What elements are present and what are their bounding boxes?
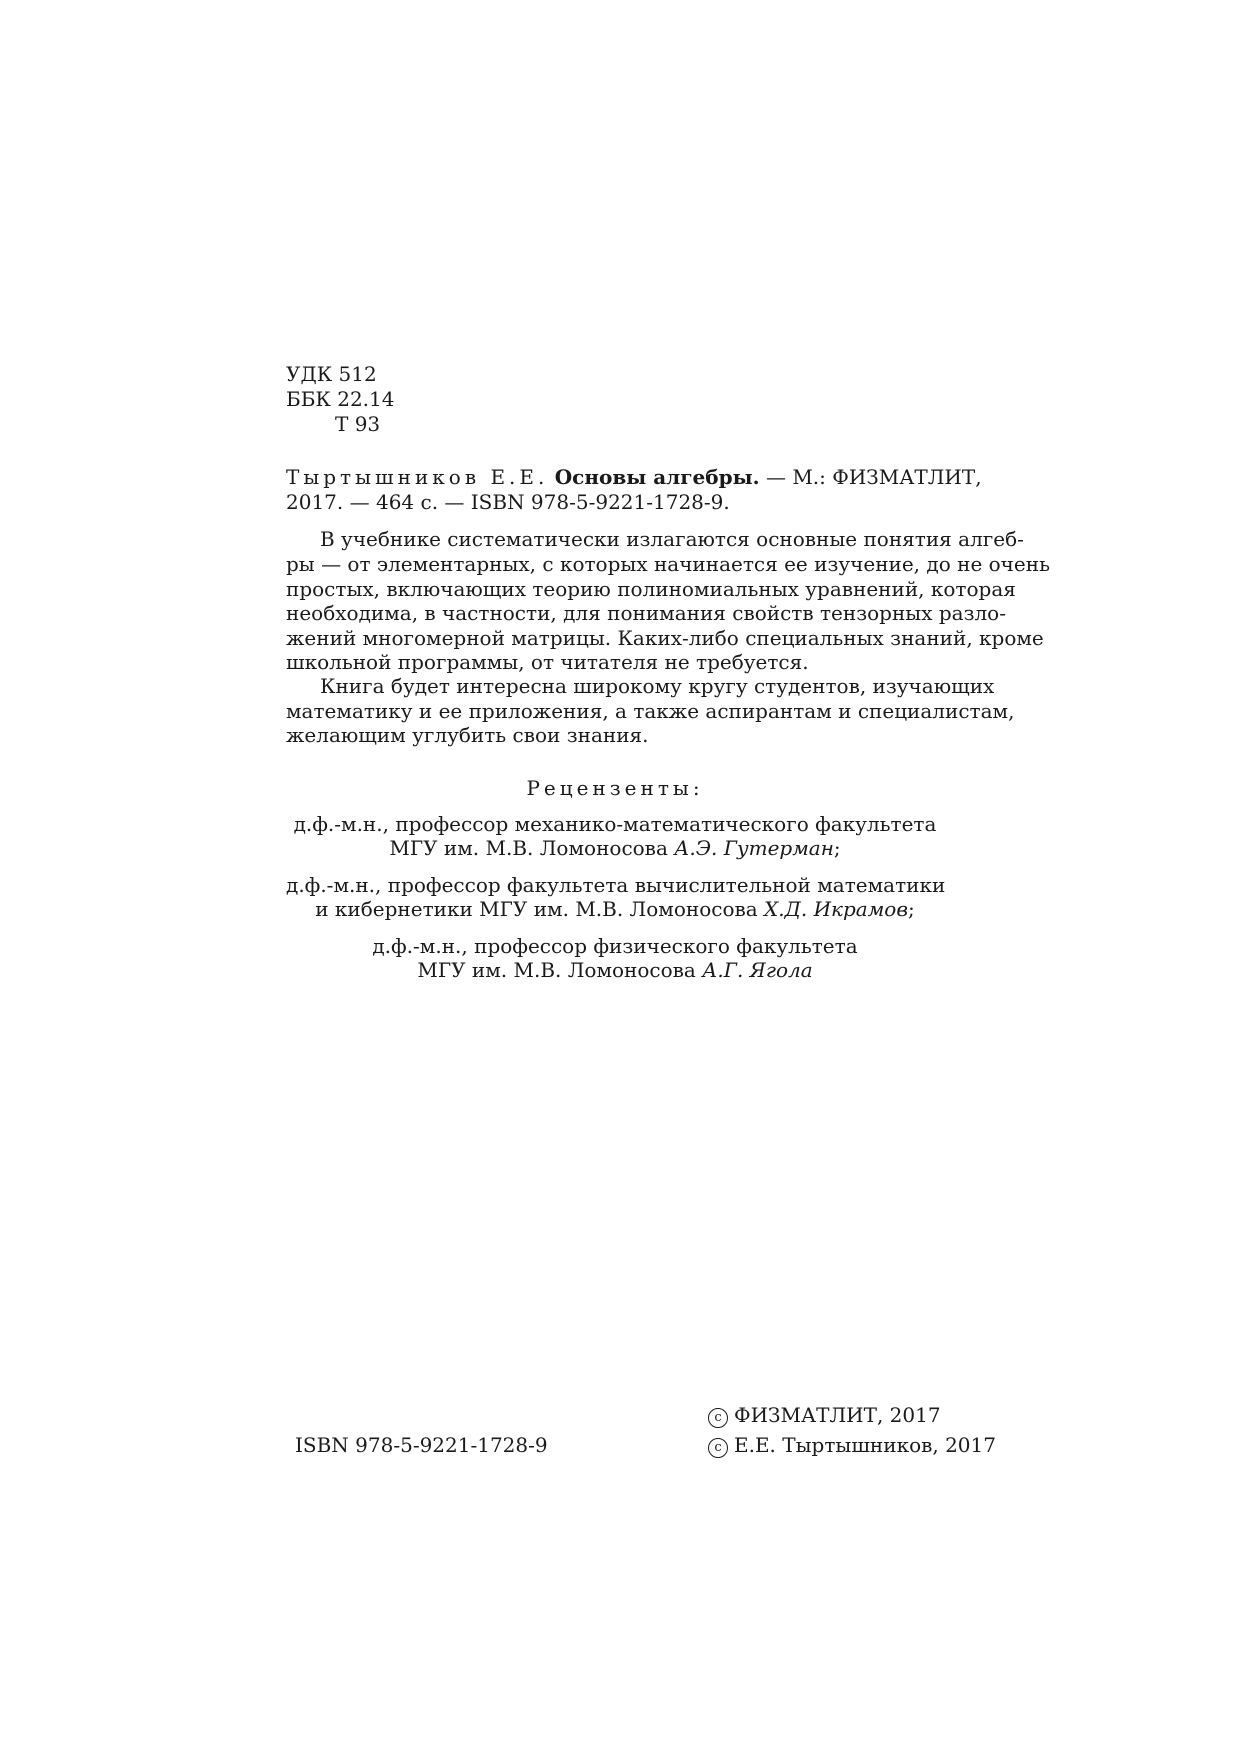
citation-author: Тыртышников Е.Е. <box>286 465 549 489</box>
abstract-line: В учебнике систематически излагаются основные понятия алгеб- <box>320 527 1024 551</box>
reviewer-2-affiliation: д.ф.-м.н., профессор факультета вычислительной математики <box>286 873 946 897</box>
copyright-icon: c <box>708 1408 728 1428</box>
abstract-line: необходима, в частности, для понимания свойств тензорных разло- <box>286 601 1006 625</box>
abstract-line: простых, включающих теорию полиномиальных уравнений, которая <box>286 577 1016 601</box>
copyright-publisher <box>708 1403 941 1428</box>
citation-publisher: — М.: ФИЗМАТЛИТ, <box>765 465 982 489</box>
footer-isbn: ISBN 978-5-9221-1728-9 <box>295 1433 548 1457</box>
reviewer-1-name: А.Э. Гутерман <box>674 836 834 860</box>
reviewer-1-suffix: ; <box>833 836 841 860</box>
bbk-code: ББК 22.14 <box>286 387 395 411</box>
reviewer-3-affiliation: д.ф.-м.н., профессор физического факультета <box>372 934 858 958</box>
reviewer-1-affiliation: д.ф.-м.н., профессор механико-математического факультета <box>293 812 937 836</box>
copyright-author-text: Е.Е. Тыртышников, 2017 <box>734 1433 996 1457</box>
copyright-author <box>708 1433 996 1458</box>
citation-line-1 <box>286 465 982 489</box>
copyright-icon: c <box>708 1438 728 1458</box>
reviewer-3-name: А.Г. Ягола <box>702 958 813 982</box>
reviewer-2-name: Х.Д. Икрамов <box>764 897 908 921</box>
reviewer-2-university: и кибернетики МГУ им. М.В. Ломоносова <box>315 897 758 921</box>
citation-title: Основы алгебры. <box>554 465 760 489</box>
author-mark: Т 93 <box>335 412 381 436</box>
reviewer-1-line <box>286 836 944 860</box>
udk-code: УДК 512 <box>286 362 377 386</box>
reviewer-1-university: МГУ им. М.В. Ломоносова <box>389 836 668 860</box>
abstract-line: желающим углубить свои знания. <box>286 723 649 747</box>
abstract-line: жений многомерной матрицы. Каких-либо специальных знаний, кроме <box>286 626 1044 650</box>
reviewer-2-line <box>286 897 944 921</box>
reviewer-3-line <box>286 958 944 982</box>
citation-line-2: 2017. — 464 с. — ISBN 978-5-9221-1728-9. <box>286 490 730 514</box>
abstract-line: математику и ее приложения, а также аспирантам и специалистам, <box>286 699 1015 723</box>
abstract-line: ры — от элементарных, с которых начинается ее изучение, до не очень <box>286 552 1050 576</box>
abstract-line: школьной программы, от читателя не требуется. <box>286 650 809 674</box>
reviewer-3-university: МГУ им. М.В. Ломоносова <box>417 958 696 982</box>
abstract-line: Книга будет интересна широкому кругу студентов, изучающих <box>320 674 995 698</box>
copyright-publisher-text: ФИЗМАТЛИТ, 2017 <box>734 1403 941 1427</box>
reviewer-2-suffix: ; <box>908 897 915 921</box>
reviewers-heading: Рецензенты: <box>526 776 704 800</box>
